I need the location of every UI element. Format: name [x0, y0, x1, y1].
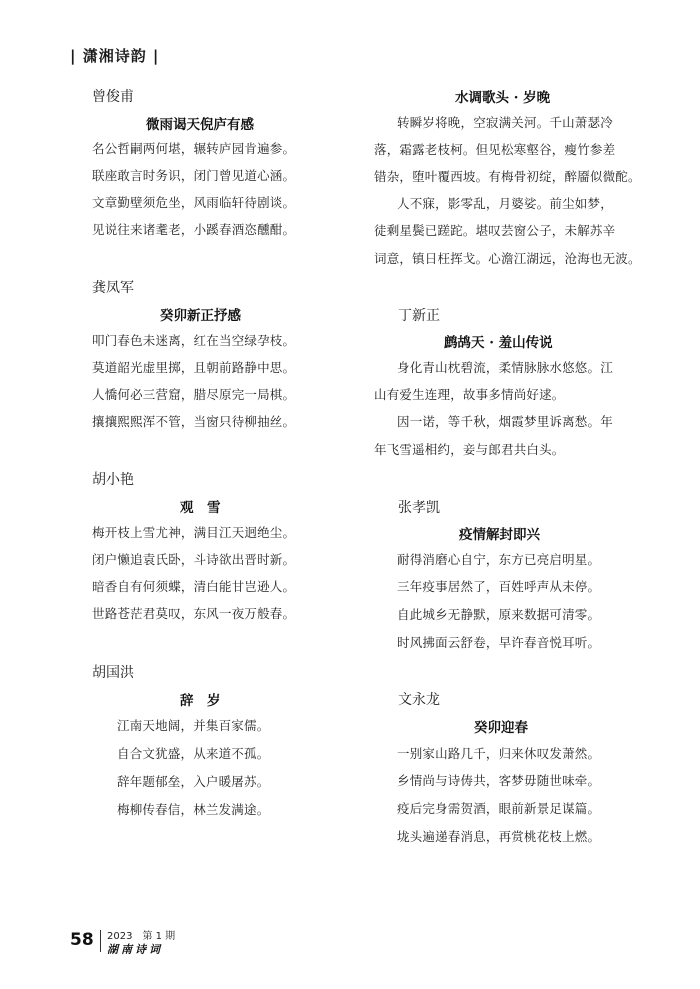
poem-line: 错杂，堕叶覆西坡。有梅骨初绽，醉靥似微酡。: [374, 169, 641, 184]
poem-line: 徒剩星鬓已蹉跎。堪叹芸窗公子，未解苏辛: [374, 223, 616, 238]
poem-title: 观 雪: [180, 500, 221, 516]
poem-author: 文永龙: [398, 692, 440, 708]
poem-line: 见说往来诸耄老，小蹊春酒恣醺酣。: [92, 222, 296, 237]
poem-line: 词意，镇日枉挥戈。心澹江湖远，沧海也无波。: [374, 251, 641, 266]
magazine-logo: 湖南诗词: [107, 943, 163, 956]
poem-line: 叩门春色未迷离，红在当空绿孕枝。: [92, 333, 296, 348]
poem-line: 乡情尚与诗俦共，客梦毋随世味牵。: [397, 773, 601, 788]
poem-line: 江南天地阔，并集百家儒。: [117, 718, 270, 733]
poem-line: 因一诺，等千秋，烟霞梦里诉离愁。年: [397, 414, 613, 429]
poem-title: 癸卯迎春: [474, 720, 528, 736]
poem-line: 闭户懒追袁氏卧，斗诗欲出晋时新。: [92, 552, 296, 567]
poem-line: 三年疫事居然了，百姓呼声从未停。: [397, 579, 601, 594]
poem-line: 人憍何必三营窟，腊尽原完一局棋。: [92, 387, 296, 402]
poem-title: 辞 岁: [180, 693, 221, 709]
poem-line: 梅开枝上雪尤神，满目江天迥绝尘。: [92, 525, 296, 540]
poem-line: 暗香自有何须蝶，清白能甘岂逊人。: [92, 579, 296, 594]
poem-author: 胡国洪: [92, 665, 134, 681]
poem-line: 疫后完身需贺酒，眼前新景足谋篇。: [397, 801, 601, 816]
poem-author: 张孝凯: [398, 500, 440, 516]
poem-line: 莫道韶光虚里掷，且朝前路静中思。: [92, 360, 296, 375]
poem-line: 山有爱生连理，故事多情尚好逑。: [374, 387, 565, 402]
poem-line: 转瞬岁将晚，空寂满关河。千山萧瑟冷: [397, 115, 613, 130]
poem-author: 胡小艳: [92, 472, 134, 488]
poem-author: 丁新正: [398, 308, 440, 324]
poem-line: 联座敢言时务识，闭门曾见道心涵。: [92, 168, 296, 183]
poem-line: 耐得消磨心自宁，东方已亮启明星。: [397, 552, 601, 567]
poem-line: 世路苍茫君莫叹，东风一夜万般春。: [92, 606, 296, 621]
poem-title: 疫情解封即兴: [459, 527, 540, 543]
section-header: | 潇湘诗韵 |: [70, 47, 160, 65]
poem-line: 自此城乡无静默，原来数据可清零。: [397, 607, 601, 622]
poem-line: 身化青山枕碧流，柔情脉脉水悠悠。江: [397, 360, 613, 375]
poem-line: 攘攘熙熙浑不管，当窗只待柳抽丝。: [92, 414, 296, 429]
poem-title: 癸卯新正抒感: [160, 308, 241, 324]
poem-line: 垅头遍递春消息，再赏桃花枝上燃。: [397, 829, 601, 844]
poem-line: 一别家山路几千，归来休叹发萧然。: [397, 746, 601, 761]
footer-divider: [100, 930, 101, 952]
poem-line: 年飞雪遥相约，妾与郎君共白头。: [374, 442, 565, 457]
poem-line: 名公哲嗣两何堪，辗转庐园肯遍参。: [92, 141, 296, 156]
poem-title: 微雨谒天倪庐有感: [146, 117, 254, 133]
poem-line: 自合文犹盛，从来道不孤。: [117, 746, 270, 761]
poem-line: 梅柳传春信，林兰发满途。: [117, 802, 270, 817]
poem-line: 人不寐，影零乱，月婆娑。前尘如梦，: [397, 196, 613, 211]
poem-title: 水调歌头 · 岁晚: [455, 90, 551, 106]
page-number: 58: [70, 930, 94, 950]
poem-author: 龚凤军: [92, 280, 134, 296]
poem-line: 时风拂面云舒卷，早许春音悦耳听。: [397, 635, 601, 650]
poem-line: 辞年题郁垒，入户暖屠苏。: [117, 774, 270, 789]
issue-label: 2023 第 1 期: [107, 931, 176, 942]
poem-author: 曾俊甫: [92, 89, 134, 105]
poem-title: 鹧鸪天 · 羞山传说: [444, 335, 553, 351]
poem-line: 文章勤壁须危坐，风雨临轩待剧谈。: [92, 195, 296, 210]
poem-line: 落，霜露老枝柯。但见松寒壑谷，瘦竹参差: [374, 142, 616, 157]
